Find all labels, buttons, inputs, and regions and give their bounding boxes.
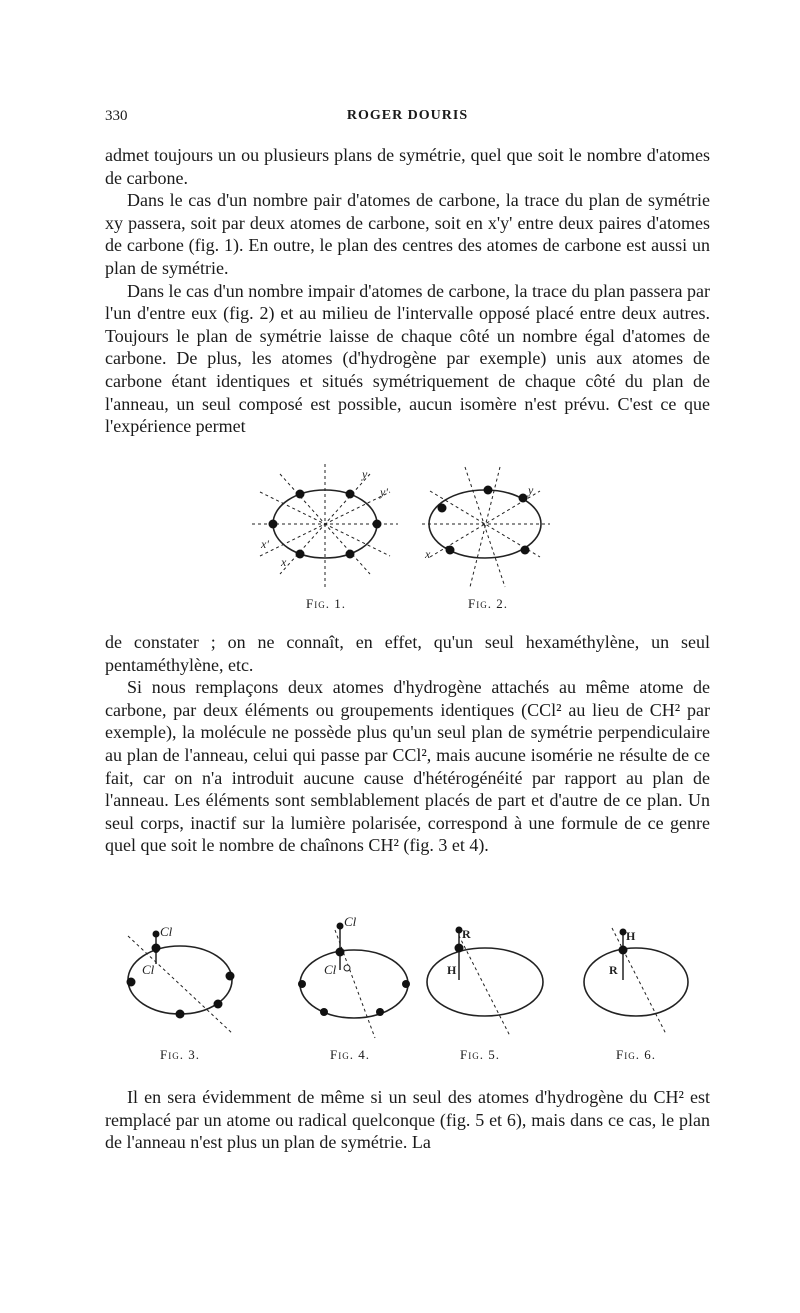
label-x: x: [425, 547, 431, 561]
carbon-atom: [226, 972, 235, 981]
figure-4: [290, 912, 420, 1040]
label-y: y: [528, 483, 534, 497]
paragraph: de constater ; on ne connaît, en effet, qu'un seul hexaméthylène, un seul pentaméthylène, etc.: [105, 632, 710, 675]
carbon-atom: [619, 946, 628, 955]
figure-3: [118, 914, 253, 1039]
fig5-caption: Fig. 5.: [460, 1047, 500, 1062]
carbon-atom: [346, 550, 355, 559]
label-cl-top: Cl: [160, 924, 173, 939]
fig4-caption: Fig. 4.: [330, 1047, 370, 1062]
page-number: 330: [105, 108, 128, 124]
label-r: R: [462, 927, 471, 941]
carbon-atom: [446, 546, 455, 555]
label-cl-side: Cl: [142, 962, 155, 977]
text-block-top: [105, 144, 710, 438]
fig3-caption: Fig. 3.: [160, 1047, 200, 1062]
running-head: [105, 108, 710, 130]
label-x-prime: x': [261, 537, 269, 551]
text-block-middle: [105, 631, 710, 857]
carbon-atom: [298, 980, 306, 988]
paragraph: Dans le cas d'un nombre impair d'atomes de carbone, la trace du plan passera par l'un d'entre eux (fig. 2) et au milieu de l'intervalle opposé placé entre deux autres. Toujours le plan de symétrie laisse de chaque côté un nombre égal d'atomes de carbone. De plus, les atomes (d'hydrogène par exemple) unis aux atomes de carbone étant identiques et situés symétriquement de chaque côté du plan de l'anneau, un seul composé est possible, aucun isomère n'est prévu. C'est ce que l'expérience permet: [105, 280, 710, 437]
fig6-drawing: [578, 916, 698, 1041]
fig2-drawing: [420, 462, 555, 597]
carbon-atom: [320, 1008, 328, 1016]
label-y-prime: y': [380, 485, 388, 499]
carbon-atom: [152, 944, 161, 953]
paragraph: Il en sera évidemment de même si un seul des atomes d'hydrogène du CH² est remplacé par un atome ou radical quelconque (fig. 5 et 6), mais dans ce cas, le plan de l'anneau n'est plus un plan de symétrie. La: [105, 1087, 710, 1153]
carbon-atom: [296, 550, 305, 559]
carbon-atom: [127, 978, 136, 987]
label-x: x: [281, 555, 287, 569]
carbon-atom: [402, 980, 410, 988]
carbon-atom: [176, 1010, 185, 1019]
figure-5: [420, 916, 550, 1041]
carbon-atom: [373, 520, 382, 529]
paragraph: Dans le cas d'un nombre pair d'atomes de carbone, la trace du plan de symétrie xy passera, soit par deux atomes de carbone, soit en x'y' entre deux paires d'atomes de carbone (fig. 1). En outre, le plan des centres des atomes de carbone est aussi un plan de symétrie.: [105, 190, 710, 278]
label-h: H: [626, 929, 636, 943]
label-y: y: [362, 467, 368, 481]
text-block-bottom: [105, 1086, 710, 1154]
carbon-atom: [519, 494, 528, 503]
carbon-atom: [521, 546, 530, 555]
figure-1: [250, 462, 400, 597]
label-cl-top: Cl: [344, 914, 357, 929]
carbon-atom: [214, 1000, 223, 1009]
label-cl-side: Cl: [324, 962, 337, 977]
carbon-atom: [336, 948, 345, 957]
label-r: R: [609, 963, 618, 977]
running-title: ROGER DOURIS: [346, 108, 469, 123]
paragraph: Si nous remplaçons deux atomes d'hydrogène attachés au même atome de carbone, par deux éléments ou groupements identiques (CCl² au lieu de CH² par exemple), la molécule ne possède plus qu'un seul plan de symétrie perpendiculaire au plan de l'anneau, celui qui passe par CCl², mais aucune isomérie ne résulte de ce fait, car on n'a introduit aucune cause d'hétérogénéité par rapport au plan de l'anneau. Les éléments sont semblablement placés de part et d'autre de ce plan. Un seul corps, inactif sur la lumière polarisée, correspond à une formule de ce genre quel que soit le nombre de chaînons CH² (fig. 3 et 4).: [105, 677, 710, 856]
label-h: H: [447, 963, 457, 977]
paragraph: admet toujours un ou plusieurs plans de symétrie, quel que soit le nombre d'atomes de carbone.: [105, 145, 710, 188]
carbon-atom: [484, 486, 493, 495]
carbon-atom: [269, 520, 278, 529]
fig4-drawing: [290, 912, 420, 1040]
figure-6: [578, 916, 698, 1041]
fig6-caption: Fig. 6.: [616, 1047, 656, 1062]
fig1-drawing: [250, 462, 400, 597]
carbon-atom: [376, 1008, 384, 1016]
fig2-caption: Fig. 2.: [468, 596, 508, 611]
carbon-atom: [296, 490, 305, 499]
carbon-atom: [455, 944, 464, 953]
fig3-drawing: [118, 914, 253, 1039]
fig1-caption: Fig. 1.: [306, 596, 346, 611]
figure-2: [420, 462, 555, 597]
carbon-atom: [346, 490, 355, 499]
fig5-drawing: [420, 916, 550, 1041]
carbon-atom: [438, 504, 447, 513]
